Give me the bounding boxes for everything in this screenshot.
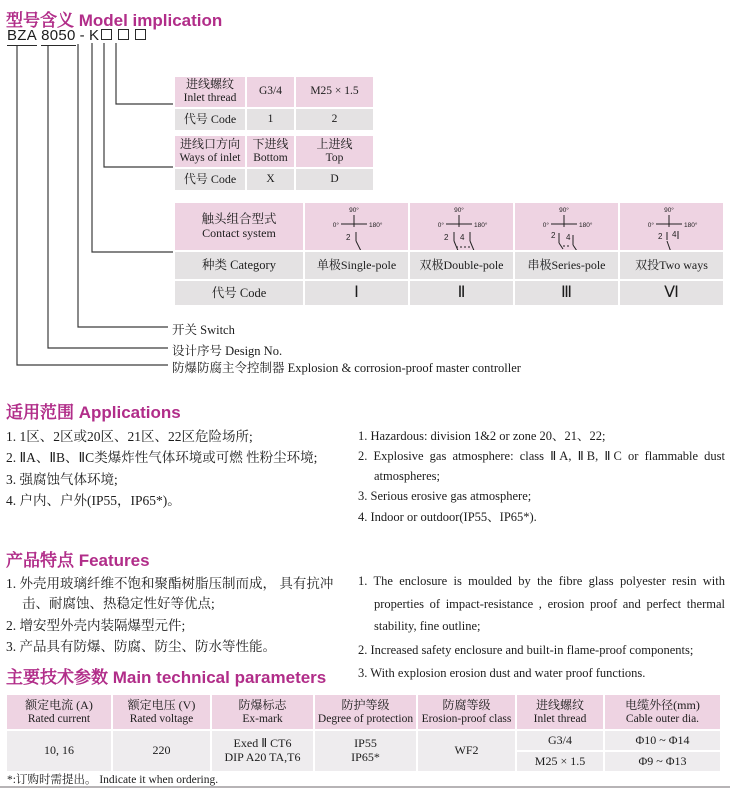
tech-col-cable-dia [605,695,720,729]
col-en: Ex-mark [242,712,283,725]
contact-category-label: 种类 Category [175,252,303,279]
model-part-k: K [88,27,100,44]
tech-col-protection [315,695,416,729]
tech-value-erosion: WF2 [418,731,515,771]
contact-code-3: Ⅲ [515,281,618,305]
col-zh: 额定电流 (A) [25,698,93,713]
ways-of-inlet-label-en: Ways of inlet [179,151,241,164]
applications-en-item: 2. Explosive gas atmosphere: class ⅡA, ⅡB, ⅡC or flammable dust atmospheres; [358,449,725,483]
option-top-zh: 上进线 [316,136,353,151]
ways-of-inlet-code-label: 代号 Code [175,169,245,190]
applications-list-zh [6,427,351,512]
tech-value-thread-2: M25 × 1.5 [517,752,603,771]
svg-text:0°: 0° [437,222,444,227]
leader-controller: 防爆防腐主令控制器 Explosion & corrosion-proof master controller [172,361,521,375]
ways-of-inlet-option-top [296,136,373,167]
col-zh: 进线螺纹 [535,698,584,713]
double-pole-contacts-icon [444,227,480,251]
inlet-thread-option-1: G3/4 [247,77,294,107]
features-title: 产品特点 Features [6,551,150,570]
ex-mark-line1: Exed Ⅱ CT6 [233,736,292,751]
ex-mark-line2: DIP A20 TA,T6 [224,750,301,764]
inlet-thread-label-zh: 进线螺纹 [185,77,234,92]
svg-text:2: 2 [550,230,555,240]
svg-text:4: 4 [459,232,464,242]
angle-cross-icon [643,203,701,227]
contact-system-header-cell [175,203,303,250]
ways-of-inlet-code-d: D [296,169,373,190]
svg-text:4: 4 [565,232,570,242]
col-zh: 防腐等级 [442,698,491,713]
applications-list-en [358,427,725,528]
page-title: 型号含义 Model implication [6,11,223,30]
features-list-zh [6,574,354,658]
model-dash: - [79,27,85,44]
tech-table [7,695,720,771]
model-placeholder-box-2 [118,29,129,40]
bottom-rule [0,786,730,788]
applications-zh-item: 4. 户内、户外(IP55，IP65*)。 [6,492,181,508]
contact-code-label: 代号 Code [175,281,303,305]
svg-text:0°: 0° [647,222,654,227]
svg-text:2: 2 [443,232,448,242]
inlet-thread-header-cell [175,77,245,107]
col-zh: 防爆标志 [238,698,287,713]
tech-value-voltage: 220 [113,731,210,771]
contact-code-2: Ⅱ [410,281,513,305]
applications-en-item: 1. Hazardous: division 1&2 or zone 20、21、22; [358,429,606,443]
contact-diagram-two-ways [620,203,723,250]
model-placeholder-box-1 [101,29,112,40]
contact-system-label-en: Contact system [202,225,276,240]
option-top-en: Top [325,151,344,164]
contact-diagram-series-pole [515,203,618,250]
series-pole-contacts-icon [551,227,583,251]
contact-diagram-double-pole [410,203,513,250]
tech-col-ex-mark [212,695,313,729]
tech-col-inlet-thread [517,695,603,729]
model-part-series: BZA [7,27,38,44]
tech-title: 主要技术参数 Main technical parameters [6,668,327,687]
svg-text:180°: 180° [683,222,697,227]
col-en: Cable outer dia. [625,712,700,725]
svg-text:180°: 180° [473,222,487,227]
applications-en-item: 4. Indoor or outdoor(IP55、IP65*). [358,509,537,524]
category-two-ways: 双投Two ways [620,252,723,279]
contact-code-1: Ⅰ [305,281,408,305]
tech-value-cable-2: Φ9 ~ Φ13 [605,752,720,771]
features-en-item: 1. The enclosure is moulded by the fibre glass polyester resin with properties of impact-resistance , erosion proof and perfect thermal stability, fine outline; [358,574,725,633]
tech-col-rated-voltage [113,695,210,729]
features-en-item: 2. Increased safety enclosure and built-in flame-proof components; [358,642,694,657]
col-zh: 防护等级 [341,698,390,713]
ways-of-inlet-option-bottom [247,136,294,167]
tech-value-current: 10, 16 [7,731,111,771]
tech-value-thread-1: G3/4 [517,731,603,750]
applications-en-item: 3. Serious erosive gas atmosphere; [358,489,532,504]
col-en: Rated current [27,712,91,725]
tech-value-cable-1: Φ10 ~ Φ14 [605,731,720,750]
tech-value-ex-mark [212,731,313,771]
svg-text:180°: 180° [578,222,592,227]
option-bottom-en: Bottom [253,151,288,164]
inlet-thread-option-2: M25 × 1.5 [296,77,373,107]
footnote: *:订购时需提出。 Indicate it when ordering. [7,774,219,786]
leader-switch: 开关 Switch [172,323,235,337]
inlet-thread-code-1: 1 [247,109,294,130]
option-bottom-zh: 下进线 [252,136,289,151]
model-placeholder-box-3 [135,29,146,40]
category-double-pole: 双极Double-pole [410,252,513,279]
category-single-pole: 单极Single-pole [305,252,408,279]
ways-of-inlet-label-zh: 进线口方向 [179,136,240,151]
col-zh: 电缆外径(mm) [625,698,700,713]
leader-design-no: 设计序号 Design No. [172,344,283,358]
svg-text:2: 2 [657,231,662,241]
model-part-number: 8050 [41,27,76,44]
tech-col-rated-current [7,695,111,729]
col-zh: 额定电压 (V) [127,698,196,713]
tech-value-protection [315,731,416,771]
single-pole-contacts-icon [344,227,370,251]
features-zh-item: 3. 产品具有防爆、防腐、防尘、防水等性能。 [6,638,276,654]
features-en-item: 3. With explosion erosion dust and water proof functions. [358,666,646,680]
svg-text:0°: 0° [542,222,549,227]
applications-zh-item: 3. 强腐蚀气体环境; [6,471,118,487]
model-code [7,27,150,46]
svg-text:180°: 180° [368,222,382,227]
inlet-thread-label-en: Inlet thread [183,92,237,105]
protection-line2: IP65* [351,750,380,764]
col-en: Erosion-proof class [421,712,512,725]
features-zh-item: 1. 外壳用玻璃纤维不饱和聚酯树脂压制而成， 具有抗冲击、耐腐蚀、热稳定性好等优点; [6,576,334,612]
two-ways-contacts-icon [658,227,686,251]
svg-text:90°: 90° [453,207,464,214]
angle-cross-icon [538,203,596,227]
inlet-thread-table [175,77,373,130]
angle-cross-icon [328,203,386,227]
svg-text:90°: 90° [558,207,569,214]
applications-zh-item: 2. ⅡA、ⅡB、ⅡC类爆炸性气体环境或可燃 性粉尘环境; [6,450,318,466]
svg-text:90°: 90° [663,207,674,214]
tech-col-erosion [418,695,515,729]
protection-line1: IP55 [354,736,377,751]
inlet-thread-code-2: 2 [296,109,373,130]
col-en: Inlet thread [533,712,587,725]
contact-code-4: Ⅵ [620,281,723,305]
inlet-thread-code-label: 代号 Code [175,109,245,130]
contact-system-table [175,203,723,305]
contact-diagram-single-pole [305,203,408,250]
svg-text:2: 2 [345,232,350,242]
category-series-pole: 串极Series-pole [515,252,618,279]
contact-system-label-zh: 触头组合型式 [201,212,277,227]
features-zh-item: 2. 增安型外壳内装隔爆型元件; [6,617,186,633]
applications-title: 适用范围 Applications [6,403,181,422]
ways-of-inlet-table [175,136,373,190]
col-en: Rated voltage [129,712,194,725]
angle-cross-icon [433,203,491,227]
svg-text:0°: 0° [332,222,339,227]
svg-text:4: 4 [671,229,676,239]
ways-of-inlet-header-cell [175,136,245,167]
features-list-en [358,570,725,686]
ways-of-inlet-code-x: X [247,169,294,190]
svg-text:90°: 90° [348,207,359,214]
applications-zh-item: 1. 1区、2区或20区、21区、22区危险场所; [6,429,253,444]
col-en: Degree of protection [317,712,414,725]
